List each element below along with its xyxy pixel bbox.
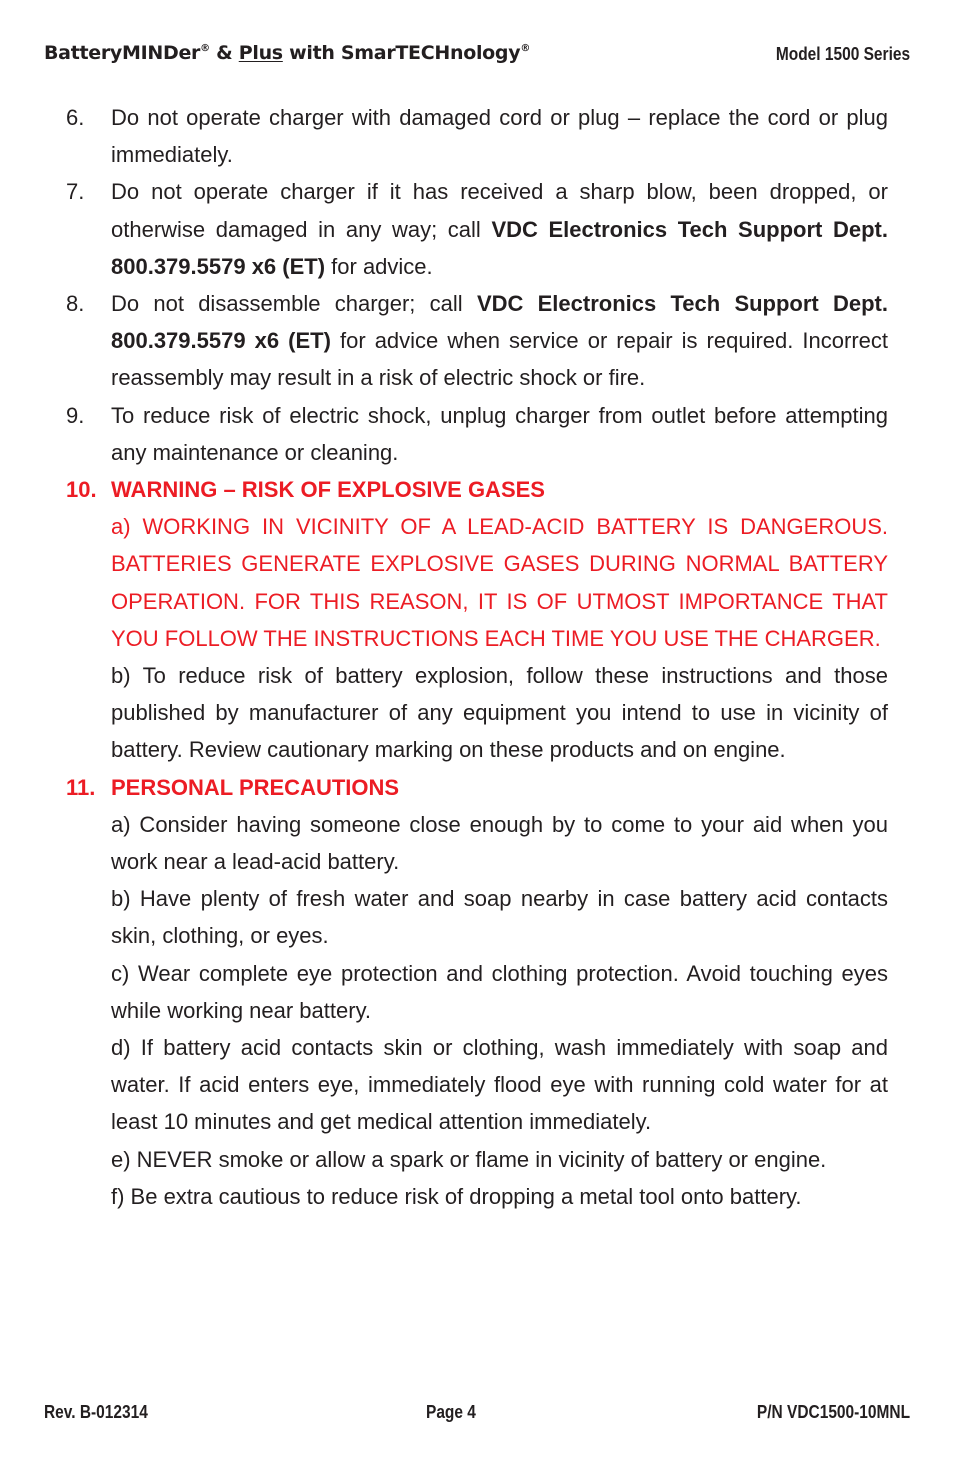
tech-support-contact: VDC Electronics Tech Support Dept. 800.379.5579 x6 (ET) (111, 291, 888, 354)
item-number: 9. (66, 402, 85, 428)
page-footer (44, 1402, 910, 1428)
precaution-d: d) If battery acid contacts skin or clothing, wash immediately with soap and water. If acid enters eye, immediately flood eye with running cold water for at least 10 minutes and get medical attention immediately. (111, 1035, 888, 1135)
model-series: Model 1500 Series (775, 44, 910, 64)
item-text (111, 285, 888, 397)
registered-mark-2: ® (520, 43, 531, 54)
warning-paragraph-a: a) WORKING IN VICINITY OF A LEAD-ACID BATTERY IS DANGEROUS. BATTERIES GENERATE EXPLOSIVE GASES DURING NORMAL BATTERY OPERATION. FOR THIS REASON, IT IS OF UTMOST IMPORTANCE THAT YOU FOLLOW THE INSTRUCTIONS EACH TIME YOU USE THE CHARGER. (111, 514, 888, 651)
precaution-e: e) NEVER smoke or allow a spark or flame in vicinity of battery or engine. (111, 1146, 827, 1172)
brand-ampersand: & (209, 42, 239, 64)
item-number: 8. (66, 291, 85, 317)
item-text-part: Do not operate charger if it has received a sharp blow, been dropped, or otherwise damaged in any way; call (111, 179, 888, 242)
precaution-a: a) Consider having someone close enough by to come to your aid when you work near a lead-acid battery. (111, 811, 888, 875)
tech-support-contact: VDC Electronics Tech Support Dept. 800.379.5579 x6 (ET) (111, 216, 888, 279)
item-number: 10. (66, 477, 97, 503)
list-item-9 (66, 397, 888, 471)
precaution-b: b) Have plenty of fresh water and soap nearby in case battery acid contacts skin, clothing, or eyes. (111, 886, 888, 949)
list-item-11 (66, 769, 888, 1215)
brand-name: BatteryMINDer (44, 42, 201, 64)
list-item-10-b (66, 657, 888, 769)
list-item-8 (66, 285, 888, 397)
warning-paragraph-b: b) To reduce risk of battery explosion, follow these instructions and those published by manufacturer of any equipment you intend to use in vicinity of battery. Review cautionary marking on these products and on engine. (111, 663, 888, 763)
precaution-f: f) Be extra cautious to reduce risk of dropping a metal tool onto battery. (111, 1183, 802, 1209)
precautions-heading: PERSONAL PRECAUTIONS (111, 774, 400, 800)
item-number: 11. (66, 774, 96, 800)
item-text-part: for advice when service or repair is required. Incorrect reassembly may result in a risk of electric shock or fire. (111, 328, 888, 391)
item-text (111, 173, 888, 285)
warning-heading: WARNING – RISK OF EXPLOSIVE GASES (111, 477, 545, 503)
list-item-6 (66, 99, 888, 173)
item-number: 6. (66, 105, 85, 130)
brand-plus: Plus (238, 42, 283, 64)
precaution-c: c) Wear complete eye protection and clothing protection. Avoid touching eyes while working near battery. (111, 960, 888, 1023)
item-text-part: Do not disassemble charger; call (111, 291, 477, 317)
list-item-7 (66, 173, 888, 285)
item-text: To reduce risk of electric shock, unplug charger from outlet before attempting any maintenance or cleaning. (111, 402, 888, 465)
brand-title (44, 42, 530, 64)
item-text: Do not operate charger with damaged cord or plug – replace the cord or plug immediately. (111, 105, 888, 168)
brand-tagline: with SmarTECHnology (282, 42, 521, 64)
item-number: 7. (66, 179, 85, 205)
document-body (66, 99, 888, 1215)
item-text-part: for advice. (325, 253, 433, 279)
list-item-10 (66, 471, 888, 657)
page-header (44, 42, 910, 72)
revision-number: Rev. B-012314 (44, 1402, 148, 1422)
part-number: P/N VDC1500-10MNL (756, 1402, 910, 1422)
page-number: Page 4 (426, 1402, 476, 1422)
registered-mark: ® (200, 43, 210, 54)
